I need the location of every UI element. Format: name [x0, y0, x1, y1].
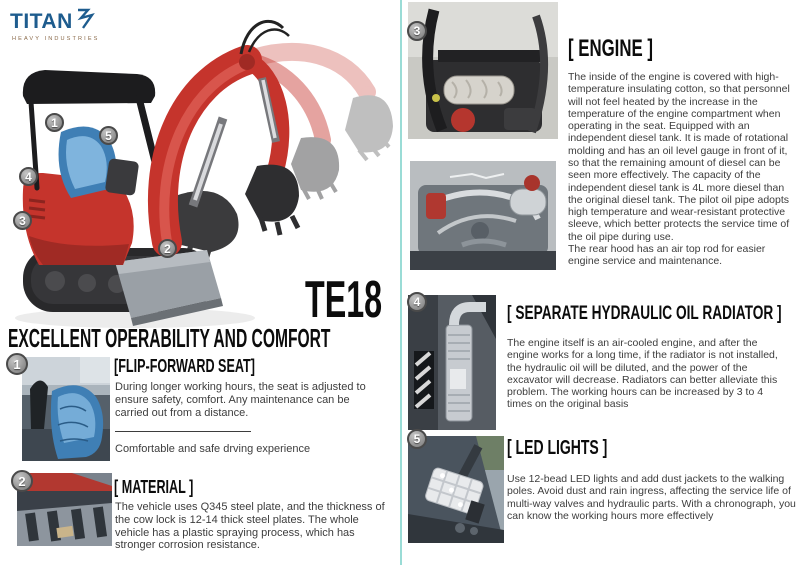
section-5-badge: 5	[407, 429, 427, 449]
page-title: EXCELLENT OPERABILITY AND COMFORT	[8, 323, 331, 353]
logo-tagline-text: HEAVY INDUSTRIES	[12, 36, 100, 42]
section-2-title: [ MATERIAL ]	[114, 477, 194, 497]
engine-photo-top	[408, 2, 558, 139]
hotspot-1: 1	[45, 113, 64, 132]
section-3-title: [ ENGINE ]	[568, 35, 653, 62]
radiator-photo	[408, 295, 496, 430]
section-3-paragraph-1: The inside of the engine is covered with high-temperature insulating cotton, so that personnel will not feel heated by the increase in the temperature of the engine compartment when operating in the seat. Equipped with an independent diesel tank. It is made of rotational molding and has an oil level gauge in front of it, so that the remaining amount of diesel can be seen more effectively. The capacity of the independent diesel tank is 4L more diesel than the original diesel tank. The pilot oil pipe adopts high temperature and wear-resistant protective sleeve, which better protects the service time of the oil pipe during use.	[568, 71, 790, 243]
engine-photo-bottom	[410, 161, 556, 270]
led-lights-photo	[408, 436, 504, 543]
section-5-body: Use 12-bead LED lights and add dust jackets to the walking poles. Avoid dust and rain ingress, affecting the service life of multi-way valves and hydraulic parts. With a chronograph, you can know the working hours more effectively	[507, 473, 796, 522]
section-1-body: During longer working hours, the seat is adjusted to ensure safety, comfort. Any maintenance can be carried out from a distance.	[115, 381, 366, 419]
section-2-body: The vehicle uses Q345 steel plate, and the thickness of the cow lock is 12-14 thick steel plates. The whole vehicle has a plastic spraying process, which has stronger corrosion resistance.	[115, 501, 385, 552]
hotspot-4: 4	[19, 167, 38, 186]
section-4-body: The engine itself is an air-cooled engine, and after the engine works for a long time, if the radiator is not installed, the hydraulic oil will be diluted, and the power of the excavator will decrease. Radiators can better alleviate this problem. The working hours can be increased by 3 to 4 times on the original basis	[507, 337, 778, 411]
section-1-badge: 1	[6, 353, 28, 375]
section-3-paragraph-2: The rear hood has an air top rod for easier engine service and maintenance.	[568, 242, 766, 268]
section-1-note: Comfortable and safe drving experience	[115, 443, 311, 455]
section-3-body	[568, 71, 798, 268]
hotspot-3: 3	[13, 211, 32, 230]
section-1-title: [FLIP-FORWARD SEAT]	[114, 356, 255, 376]
hotspot-5: 5	[99, 126, 118, 145]
section-4-title: [ SEPARATE HYDRAULIC OIL RADIATOR ]	[507, 303, 782, 324]
model-name: TE18	[305, 271, 383, 329]
section-2-badge: 2	[11, 470, 33, 492]
hotspot-2: 2	[158, 239, 177, 258]
section-4-badge: 4	[407, 292, 427, 312]
section-5-title: [ LED LIGHTS ]	[507, 437, 608, 459]
logo-brand-text: TITAN	[10, 10, 73, 33]
section-3-badge: 3	[407, 21, 427, 41]
section-1-divider	[115, 431, 251, 432]
column-divider	[400, 0, 402, 565]
seat-photo	[22, 357, 110, 461]
